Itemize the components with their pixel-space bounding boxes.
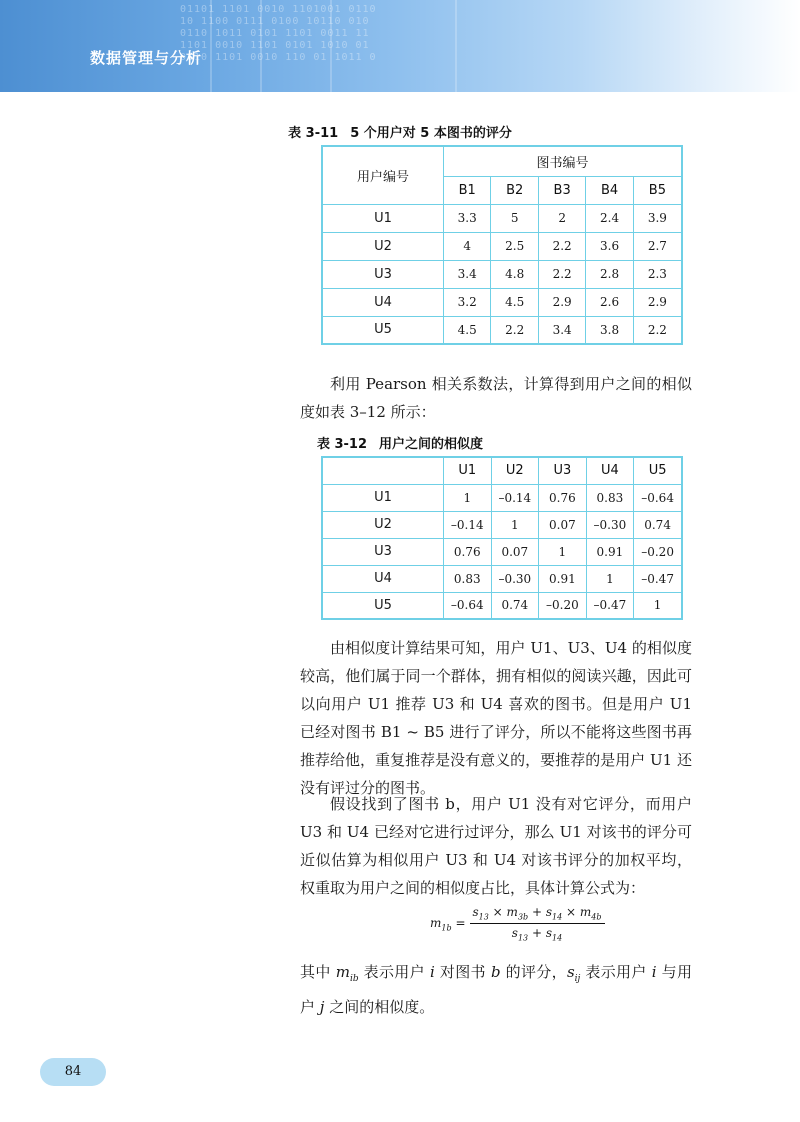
paragraph-intro: [300, 370, 692, 426]
table-cell: 3.6: [586, 232, 633, 260]
table-cell: 4.8: [491, 260, 538, 288]
row-label: U2: [322, 511, 444, 538]
table-cell: 2.5: [491, 232, 538, 260]
weighted-average-formula: [430, 905, 605, 943]
group-header: 图书编号: [444, 146, 683, 176]
paragraph-text: 假设找到了图书 b，用户 U1 没有对它评分，而用户 U3 和 U4 已经对它进行过评分，那么 U1 对该书的评分可近似估算为相似用户 U3 和 U4 对该书评分的加权平均，权重取为用户之间的相似度占比，具体计算公式为：: [300, 795, 692, 897]
table-cell: 0.76: [539, 484, 587, 511]
section-title: 数据管理与分析: [90, 49, 203, 67]
table-cell: 1: [491, 511, 539, 538]
paragraph-text: 利用 Pearson 相关系数法，计算得到用户之间的相似度如表 3–12 所示：: [300, 375, 692, 421]
row-label: U4: [322, 565, 444, 592]
table-cell: –0.20: [634, 538, 682, 565]
table-cell: 0.83: [444, 565, 492, 592]
table-row: [322, 316, 682, 344]
column-header: U5: [634, 457, 682, 484]
table-cell: 3.4: [538, 316, 585, 344]
table-cell: –0.14: [444, 511, 492, 538]
row-label: U2: [322, 232, 444, 260]
formula-numerator: $s_{13} \times m_{3b} + s_{14} \times m_{4b}$: [470, 905, 605, 924]
banner-decoration: [330, 0, 332, 92]
column-header: U2: [491, 457, 539, 484]
table-cell: 2.4: [586, 204, 633, 232]
table-cell: 3.3: [444, 204, 491, 232]
table-cell: 3.9: [633, 204, 682, 232]
paragraph-definitions: [300, 958, 692, 1021]
table-row: [322, 538, 682, 565]
banner-decoration: 01101 1101 0010 1101001 0110 10 1100 0111 0100 10110 010 0110 1011 0101 1101 0011 11 1101 0010 1101 0101 1010 01 0110 1101 0010 110 01 1011 0: [180, 4, 377, 63]
banner-decoration: [260, 0, 262, 92]
table-cell: 3.4: [444, 260, 491, 288]
row-header: 用户编号: [322, 146, 444, 204]
table-row: [322, 592, 682, 619]
table-cell: 2.2: [633, 316, 682, 344]
table-cell: 2.9: [538, 288, 585, 316]
paragraph-analysis: [300, 634, 692, 802]
table2-caption-number: 表 3-12: [316, 437, 368, 452]
column-header: U4: [586, 457, 634, 484]
table-cell: 2.8: [586, 260, 633, 288]
table1-caption-title: 5 个用户对 5 本图书的评分: [350, 126, 512, 141]
row-label: U4: [322, 288, 444, 316]
banner-decoration: [455, 0, 457, 92]
table-cell: 3.2: [444, 288, 491, 316]
table-cell: 2.9: [633, 288, 682, 316]
table-cell: 5: [491, 204, 538, 232]
banner-decoration: [210, 0, 212, 92]
formula-fraction: [470, 905, 605, 943]
table2-caption-title: 用户之间的相似度: [379, 437, 484, 452]
paragraph-text: 其中 $m_{ib}$ 表示用户 i 对图书 b 的评分，$s_{ij}$ 表示用户 i 与用户 j 之间的相似度。: [300, 963, 692, 1016]
formula-denominator: $s_{13} + s_{14}$: [511, 926, 563, 943]
table1-caption: [0, 122, 800, 141]
table-cell: 2.2: [538, 260, 585, 288]
column-header: U3: [539, 457, 587, 484]
page-number: 84: [64, 1064, 82, 1079]
table-cell: 2.7: [633, 232, 682, 260]
table-cell: 0.91: [539, 565, 587, 592]
table-row: [322, 232, 682, 260]
table-cell: 1: [634, 592, 682, 619]
table-cell: –0.30: [586, 511, 634, 538]
table-row: [322, 288, 682, 316]
table-cell: 0.07: [539, 511, 587, 538]
table-cell: 1: [444, 484, 492, 511]
table-row: [322, 565, 682, 592]
table-cell: –0.47: [586, 592, 634, 619]
table-cell: –0.30: [491, 565, 539, 592]
row-label: U5: [322, 592, 444, 619]
table-cell: 4.5: [444, 316, 491, 344]
table-row: [322, 511, 682, 538]
row-label: U1: [322, 484, 444, 511]
table-cell: 0.74: [491, 592, 539, 619]
formula-lhs: $m_{1b}$ =: [430, 915, 466, 933]
column-header: B2: [491, 176, 538, 204]
table1-caption-number: 表 3-11: [288, 126, 339, 141]
paragraph-text: 由相似度计算结果可知，用户 U1、U3、U4 的相似度较高，他们属于同一个群体，拥有相似的阅读兴趣，因此可以向用户 U1 推荐 U3 和 U4 喜欢的图书。但是用户 U1 已经对图书 B1 ~ B5 进行了评分，所以不能将这些图书再推荐给他，重复推荐是没有意义的，要推荐的是用户 U1 还没有评过分的图书。: [300, 639, 692, 797]
table-cell: –0.64: [444, 592, 492, 619]
table-row: [322, 484, 682, 511]
table-cell: 0.07: [491, 538, 539, 565]
ratings-table: [321, 145, 683, 345]
table-cell: 1: [539, 538, 587, 565]
table2-caption: [0, 433, 800, 452]
table-cell: 2.6: [586, 288, 633, 316]
table-cell: –0.20: [539, 592, 587, 619]
table-cell: 2: [538, 204, 585, 232]
table-cell: 2.2: [538, 232, 585, 260]
column-header: B3: [538, 176, 585, 204]
table-cell: 0.76: [444, 538, 492, 565]
table-row: [322, 204, 682, 232]
table-cell: 0.83: [586, 484, 634, 511]
table-cell: –0.14: [491, 484, 539, 511]
table-cell: 4: [444, 232, 491, 260]
table-cell: –0.64: [634, 484, 682, 511]
table-cell: 2.3: [633, 260, 682, 288]
similarity-table: [321, 456, 683, 620]
column-header: B1: [444, 176, 491, 204]
header-banner: [0, 0, 800, 92]
table-cell: 1: [586, 565, 634, 592]
row-label: U3: [322, 538, 444, 565]
table-cell: 2.2: [491, 316, 538, 344]
table-cell: –0.47: [634, 565, 682, 592]
table-header-row: [322, 457, 682, 484]
row-label: U3: [322, 260, 444, 288]
column-header: B4: [586, 176, 633, 204]
column-header: U1: [444, 457, 492, 484]
column-header: B5: [633, 176, 682, 204]
table-row: [322, 260, 682, 288]
row-label: U5: [322, 316, 444, 344]
paragraph-assumption: [300, 790, 692, 902]
corner-cell: [322, 457, 444, 484]
row-label: U1: [322, 204, 444, 232]
table-cell: 0.91: [586, 538, 634, 565]
table-cell: 4.5: [491, 288, 538, 316]
table-cell: 3.8: [586, 316, 633, 344]
table-cell: 0.74: [634, 511, 682, 538]
